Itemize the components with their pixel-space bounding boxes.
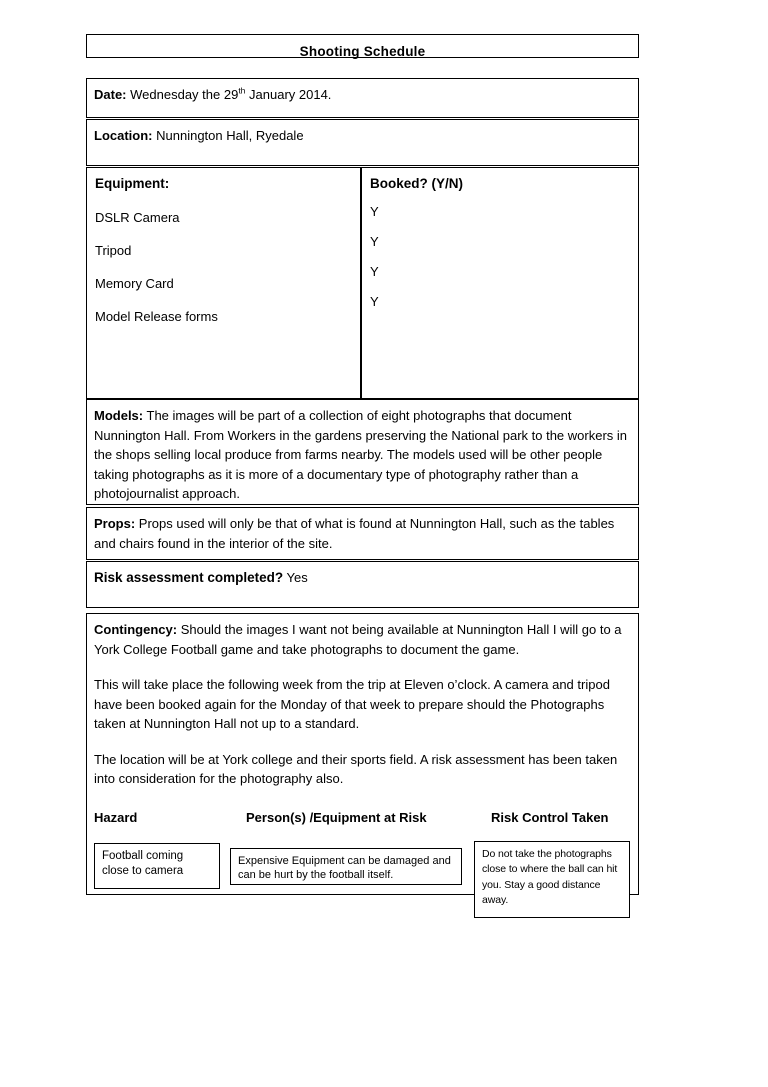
props-text: Props used will only be that of what is found at Nunnington Hall, such as the tables and chairs found in the interior of the site. [94,516,615,551]
equipment-item: Tripod [95,243,132,258]
contingency-paragraph-3: The location will be at York college and their sports field. A risk assessment has been taken into consideration for the photography also. [94,751,618,786]
contingency-section [86,613,639,906]
booked-column [362,168,638,328]
models-line [94,406,631,504]
page-title: Shooting Schedule [299,44,426,59]
risk-assessment-line [94,568,631,588]
contingency-paragraph-1 [94,620,631,659]
location-value: Nunnington Hall, Ryedale [156,128,304,143]
props-section [86,507,639,560]
booked-column-header: Booked? (Y/N) [370,176,463,191]
location-row [86,119,639,166]
equipment-table [86,167,639,399]
props-line [94,514,631,553]
document-title-box [86,34,639,58]
contingency-label: Contingency: [94,622,178,637]
location-label: Location: [94,128,153,143]
hazard-entry-box: Football coming close to camera [94,843,220,889]
equipment-item: Model Release forms [95,309,218,324]
equipment-column [87,168,360,346]
date-row [86,78,639,118]
date-value-before: Wednesday the 29 [130,87,239,102]
booked-value: Y [370,294,379,309]
props-label: Props: [94,516,136,531]
risk-assessment-label: Risk assessment completed? [94,570,284,585]
models-text: The images will be part of a collection of eight photographs that document Nunnington Hall. From Workers in the gardens preserving the National park to the workers in the shops selling local produce from farms nearby. The models used will be other people taking photographs as it is more of a documentary type of photography rather than a photojournalist approach. [94,408,628,501]
date-value-after: January 2014. [249,87,332,102]
equipment-column-header: Equipment: [95,176,170,191]
hazard-entries-area [94,839,631,931]
hazard-table-header-row [94,809,631,833]
risk-assessment-value: Yes [286,570,308,585]
models-label: Models: [94,408,144,423]
date-label: Date: [94,87,127,102]
at-risk-entry-box: Expensive Equipment can be damaged and can be hurt by the football itself. [230,848,462,885]
date-superscript: th [238,85,246,96]
booked-value: Y [370,234,379,249]
equipment-item: Memory Card [95,276,174,291]
risk-assessment-section [86,561,639,608]
contingency-text-1: Should the images I want not being available at Nunnington Hall I will go to a York College Football game and take photographs to document the game. [94,622,622,657]
models-section [86,399,639,505]
at-risk-column-header: Person(s) /Equipment at Risk [246,809,427,825]
equipment-grid [87,168,638,398]
booked-value: Y [370,264,379,279]
hazard-column-header: Hazard [94,809,138,825]
booked-value: Y [370,204,379,219]
equipment-item: DSLR Camera [95,210,180,225]
risk-control-column-header: Risk Control Taken [491,809,609,825]
location-line [94,126,631,146]
date-line [94,85,631,105]
risk-control-entry-box: Do not take the photographs close to where the ball can hit you. Stay a good distance away. [474,841,630,918]
contingency-paragraph-2: This will take place the following week from the trip at Eleven o’clock. A camera and tripod have been booked again for the Monday of that week to prepare should the Photographs taken at Nunnington Hall not up to a standard. [94,677,610,731]
